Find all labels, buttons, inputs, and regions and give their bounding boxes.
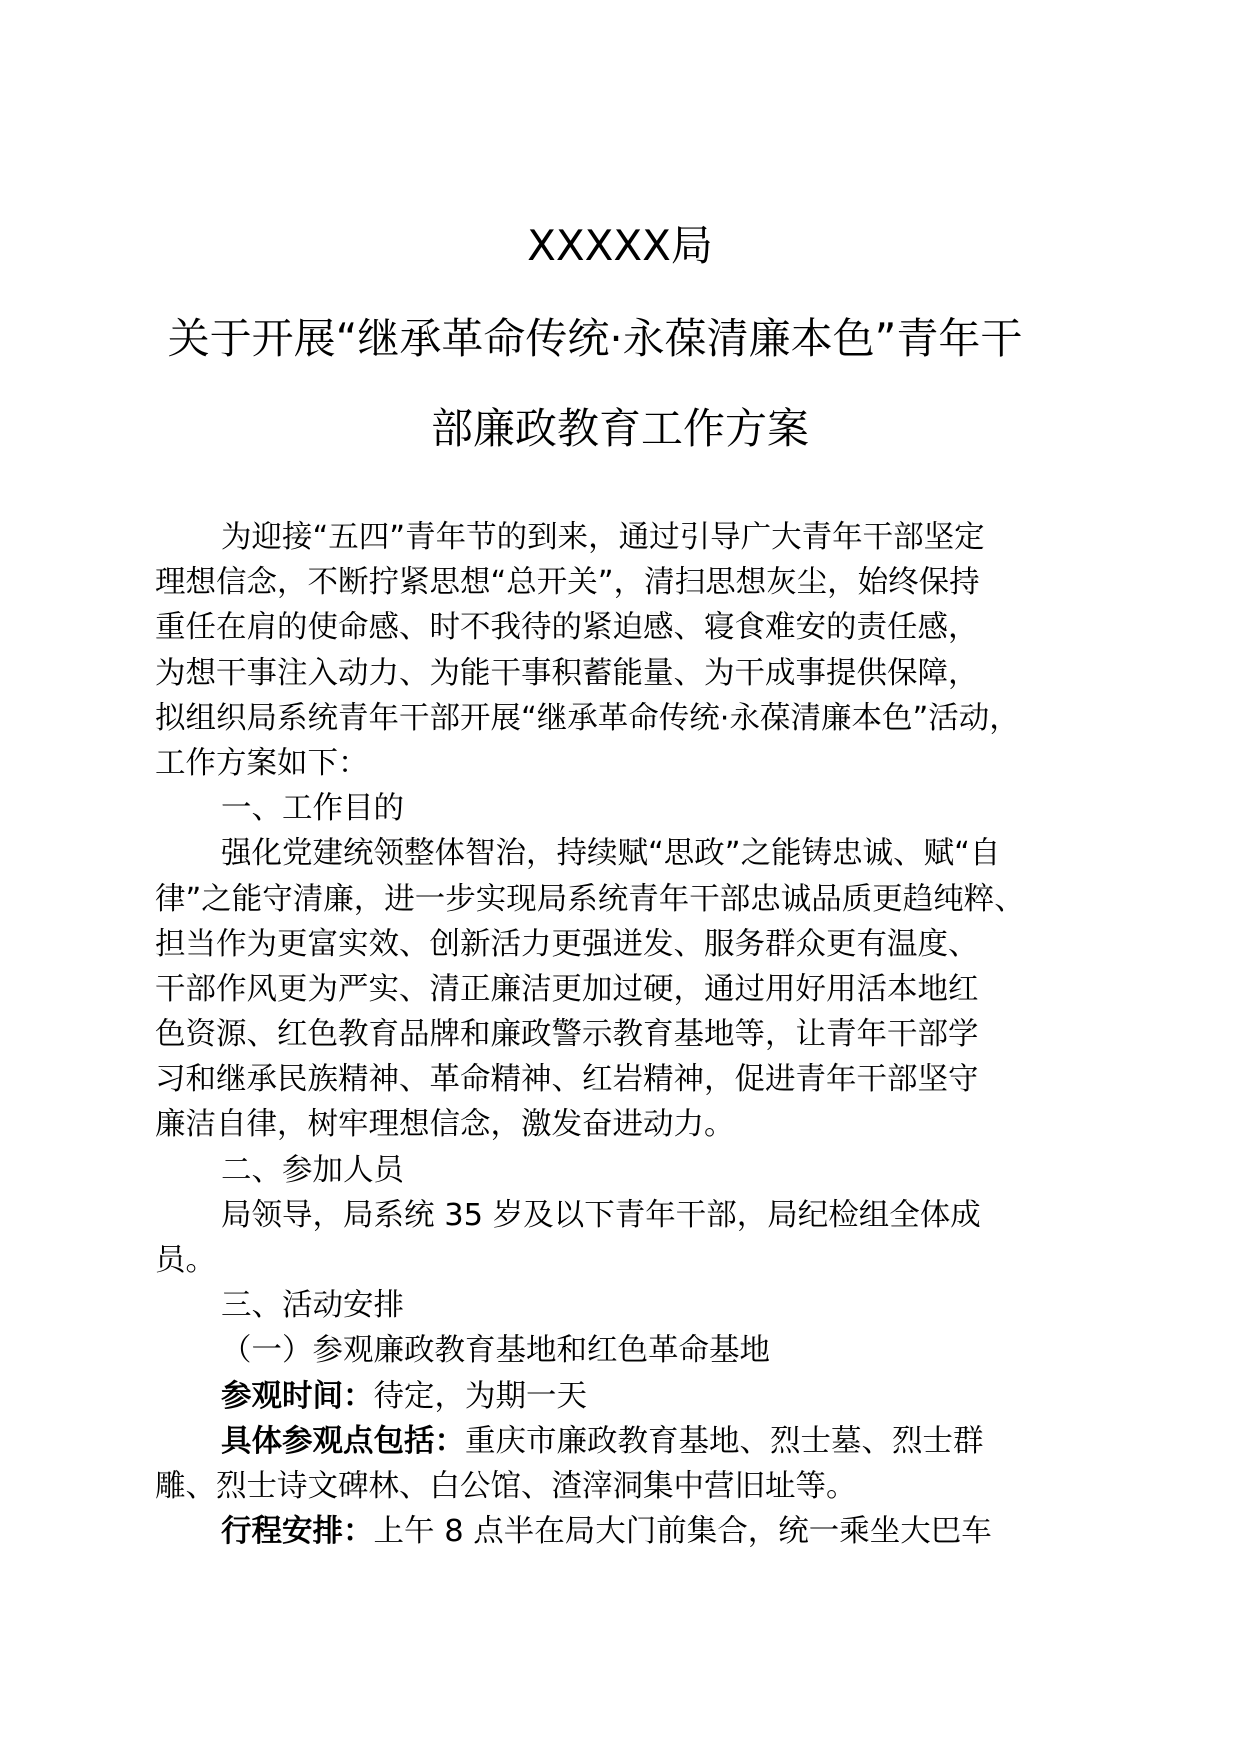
visit-time-label: 参观时间： [221,1378,374,1414]
section-heading-schedule: 三、活动安排 [221,1288,404,1324]
intro-line: 工作方案如下： [155,745,369,781]
visit-points-value: 重庆市廉政教育基地、烈士墓、烈士群 [465,1423,984,1459]
intro-line: 为迎接“五四”青年节的到来，通过引导广大青年干部坚定 [221,520,985,555]
intro-line: 为想干事注入动力、为能干事积蓄能量、为干成事提供保障， [155,655,979,691]
purpose-line: 廉洁自律，树牢理想信念，激发奋进动力。 [155,1107,735,1143]
intro-line: 理想信念，不断拧紧思想“总开关”，清扫思想灰尘，始终保持 [155,565,980,601]
intro-line: 拟组织局系统青年干部开展“继承革命传统·永葆清廉本色”活动， [155,700,1020,736]
visit-time-line [155,1374,1080,1419]
title-line-2: 部廉政教育工作方案 [430,404,809,453]
participants-line: 局领导，局系统 35 岁及以下青年干部，局纪检组全体成 [221,1197,981,1233]
title-issuer: XXXXX局 [527,221,713,270]
intro-line: 重任在肩的使命感、时不我待的紧迫感、寝食难安的责任感， [155,610,979,646]
section-heading-purpose: 一、工作目的 [221,791,404,827]
itinerary-label: 行程安排： [221,1514,374,1550]
participants-line: 员。 [155,1243,216,1278]
document-body [155,515,1080,1554]
title-line-1: 关于开展“继承革命传统·永葆清廉本色”青年干 [167,314,1023,363]
subsection-heading-visit: （一）参观廉政教育基地和红色革命基地 [221,1333,770,1369]
itinerary-value: 上午 8 点半在局大门前集合，统一乘坐大巴车 [373,1514,992,1550]
purpose-line: 强化党建统领整体智治，持续赋“思政”之能铸忠诚、赋“自 [221,836,1001,872]
visit-time-value: 待定，为期一天 [373,1378,587,1414]
purpose-line: 色资源、红色教育品牌和廉政警示教育基地等，让青年干部学 [155,1017,979,1053]
purpose-line: 律”之能守清廉，进一步实现局系统青年干部忠诚品质更趋纯粹、 [155,881,1025,917]
visit-points-label: 具体参观点包括： [221,1423,465,1459]
itinerary-line [155,1509,1080,1554]
purpose-line: 干部作风更为严实、清正廉洁更加过硬，通过用好用活本地红 [155,971,979,1007]
visit-points-line [155,1419,1080,1464]
visit-points-line-2: 雕、烈士诗文碑林、白公馆、渣滓洞集中营旧址等。 [155,1468,857,1504]
purpose-line: 担当作为更富实效、创新活力更强迸发、服务群众更有温度、 [155,926,979,962]
section-heading-participants: 二、参加人员 [221,1152,404,1188]
purpose-line: 习和继承民族精神、革命精神、红岩精神，促进青年干部坚守 [155,1062,979,1098]
